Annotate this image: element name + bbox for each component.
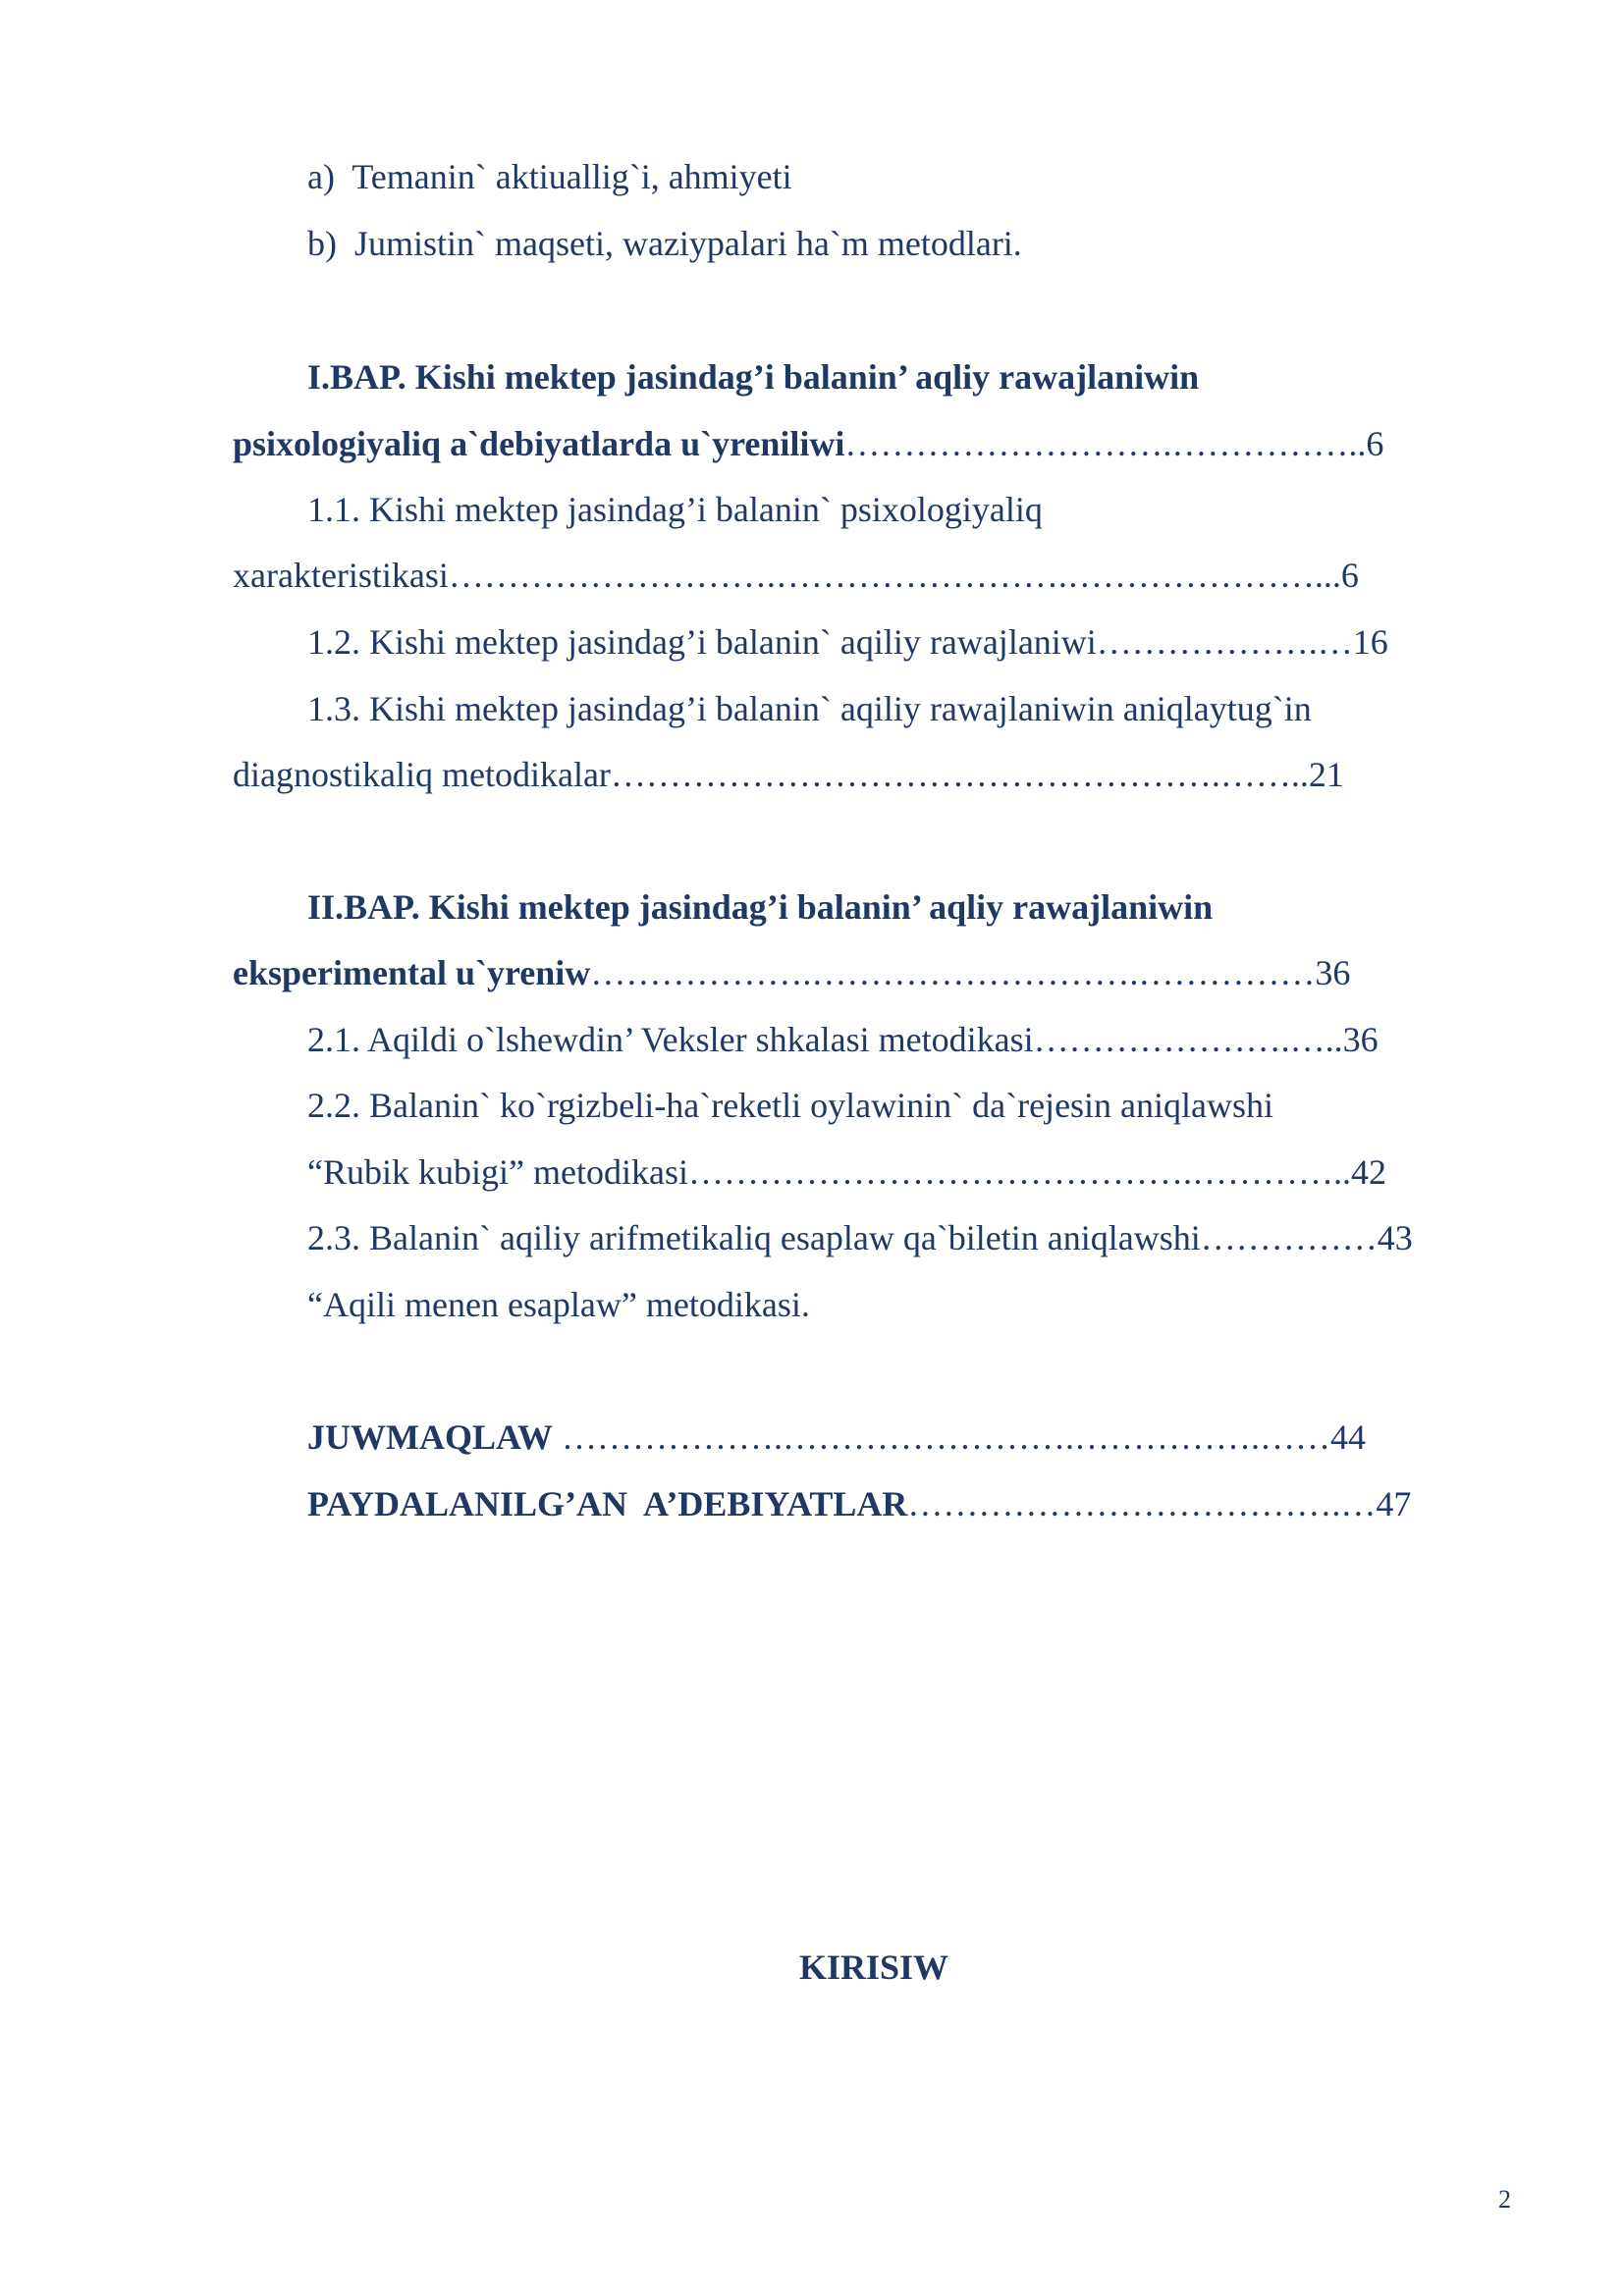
toc-references bbox=[307, 1482, 1411, 1525]
toc-chapter1-title-line2 bbox=[233, 422, 1383, 465]
toc-section-2-3-continued: “Aqili menen esaplaw” metodikasi. bbox=[307, 1285, 810, 1324]
page-number: 2 bbox=[1498, 2185, 1511, 2214]
toc-chapter2-leader: ……………….……………………….……………36 bbox=[590, 953, 1351, 992]
toc-references-leader: ……………………………….…47 bbox=[907, 1484, 1412, 1523]
toc-section-1-3-continued: diagnostikaliq metodikalar…………………………………………….……..21 bbox=[233, 755, 1344, 794]
section-heading-kirisiw: KIRISIW bbox=[798, 1948, 949, 1987]
toc-chapter2-title-continued: eksperimental u`yreniw bbox=[233, 953, 591, 992]
toc-chapter1-title-continued: psixologiyaliq a`debiyatlarda u`yreniliwi bbox=[233, 424, 845, 463]
toc-chapter1-leader: ……………………….……………..6 bbox=[844, 424, 1384, 463]
toc-section-2-2-continued: “Rubik kubigi” metodikasi…………………………………….…………..42 bbox=[307, 1152, 1386, 1192]
toc-intro-item-a: a) Temanin` aktiuallig`i, ahmiyeti bbox=[307, 157, 792, 196]
toc-references-label: PAYDALANILG’AN A’DEBIYATLAR bbox=[307, 1484, 908, 1523]
toc-chapter2-title-line2 bbox=[233, 951, 1350, 994]
toc-section-1-2: 1.2. Kishi mektep jasindag’i balanin` aqiliy rawajlaniwi……………….…16 bbox=[307, 622, 1388, 662]
toc-chapter2-title: II.BAP. Kishi mektep jasindag’i balanin’ aqliy rawajlaniwin bbox=[307, 887, 1214, 927]
toc-conclusion bbox=[307, 1415, 1366, 1459]
toc-section-1-3: 1.3. Kishi mektep jasindag’i balanin` aqiliy rawajlaniwin aniqlaytug`in bbox=[307, 689, 1312, 728]
toc-conclusion-leader: ……………….…………………….…………….……44 bbox=[553, 1417, 1366, 1457]
toc-section-2-1: 2.1. Aqildi o`lshewdin’ Veksler shkalasi metodikasi………………….…..36 bbox=[307, 1020, 1379, 1059]
toc-section-2-3: 2.3. Balanin` aqiliy arifmetikaliq esaplaw qa`biletin aniqlawshi……………43 bbox=[307, 1218, 1413, 1257]
toc-section-2-2: 2.2. Balanin` ko`rgizbeli-ha`reketli oylawinin` da`rejesin aniqlawshi bbox=[307, 1086, 1274, 1125]
toc-conclusion-label: JUWMAQLAW bbox=[307, 1417, 553, 1457]
toc-intro-item-b: b) Jumistin` maqseti, waziypalari ha`m metodlari. bbox=[307, 224, 1022, 263]
toc-section-1-1: 1.1. Kishi mektep jasindag’i balanin` psixologiyaliq bbox=[307, 490, 1043, 529]
toc-section-1-1-continued: xarakteristikasi……………………….…………………….…………………...6 bbox=[233, 556, 1359, 595]
toc-chapter1-title: I.BAP. Kishi mektep jasindag’i balanin’ aqliy rawajlaniwin bbox=[307, 357, 1200, 397]
